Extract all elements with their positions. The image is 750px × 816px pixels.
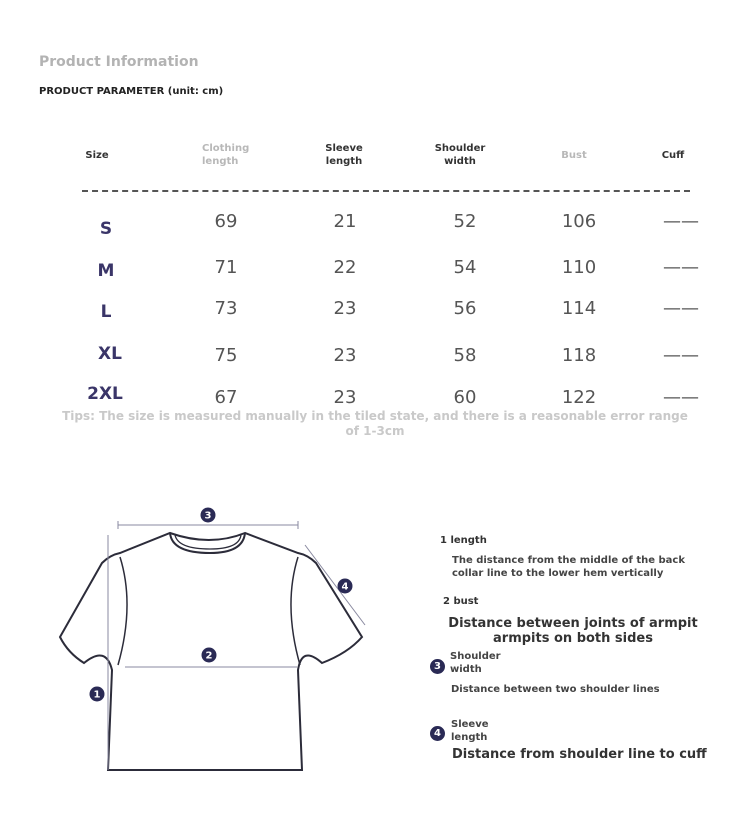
cell-shoulder-width: 56 (453, 298, 477, 319)
cell-cuff: —— (663, 257, 699, 278)
cell-bust: 118 (561, 345, 597, 366)
size-label: S (99, 219, 113, 239)
cell-cuff: —— (663, 211, 699, 232)
cell-shoulder-width: 58 (453, 345, 477, 366)
cell-bust: 110 (561, 257, 597, 278)
product-parameter-subtitle: PRODUCT PARAMETER (unit: cm) (39, 86, 224, 97)
size-label: M (97, 261, 115, 281)
marker-1-label: 1 (93, 689, 101, 701)
marker-3 (201, 508, 216, 523)
cell-bust: 106 (561, 211, 597, 232)
cell-bust: 114 (561, 298, 597, 319)
cell-sleeve-length: 22 (333, 257, 357, 278)
column-header-shoulder-width: Shoulder width (434, 143, 486, 167)
legend-item2-title: 2 bust (443, 596, 479, 607)
table-divider (82, 190, 690, 192)
column-header-bust: Bust (561, 150, 587, 161)
cell-clothing-length: 67 (214, 387, 238, 408)
cell-clothing-length: 69 (214, 211, 238, 232)
cell-bust: 122 (561, 387, 597, 408)
cell-cuff: —— (663, 298, 699, 319)
page-title: Product Information (39, 54, 199, 70)
cell-clothing-length: 73 (214, 298, 238, 319)
sleeve-length-guide (305, 545, 365, 625)
cell-sleeve-length: 23 (333, 345, 357, 366)
legend-item4-marker: 4 (430, 726, 445, 741)
marker-4-label: 4 (341, 581, 349, 593)
cell-cuff: —— (663, 387, 699, 408)
cell-shoulder-width: 60 (453, 387, 477, 408)
legend-item2-desc: Distance between joints of armpit armpits on both sides (448, 616, 698, 646)
cell-cuff: —— (663, 345, 699, 366)
legend-item4-title: Sleeve length (451, 719, 489, 743)
cell-clothing-length: 71 (214, 257, 238, 278)
cell-shoulder-width: 54 (453, 257, 477, 278)
legend-item3-desc: Distance between two shoulder lines (451, 684, 660, 695)
measurement-tips: Tips: The size is measured manually in the tiled state, and there is a reasonable error range of 1-3cm (62, 409, 688, 438)
cell-shoulder-width: 52 (453, 211, 477, 232)
marker-1 (90, 687, 105, 702)
legend-item4-desc: Distance from shoulder line to cuff (452, 747, 707, 762)
cell-clothing-length: 75 (214, 345, 238, 366)
tshirt-diagram (40, 495, 380, 785)
size-label: 2XL (87, 384, 123, 404)
marker-2-label: 2 (205, 650, 213, 662)
cell-sleeve-length: 23 (333, 298, 357, 319)
legend-item3-title: Shoulder width (450, 651, 501, 675)
cell-sleeve-length: 21 (333, 211, 357, 232)
marker-3-label: 3 (204, 510, 212, 522)
size-label: XL (98, 344, 122, 364)
marker-2 (202, 648, 217, 663)
legend-item1-desc: The distance from the middle of the back collar line to the lower hem vertically (452, 555, 686, 579)
legend-item3-marker: 3 (430, 659, 445, 674)
legend-item1-title: 1 length (440, 535, 487, 546)
marker-4 (338, 579, 353, 594)
column-header-size: Size (85, 150, 109, 161)
column-header-clothing-length: Clothing length (202, 143, 250, 167)
cell-sleeve-length: 23 (333, 387, 357, 408)
column-header-sleeve-length: Sleeve length (325, 143, 363, 167)
size-label: L (100, 302, 112, 322)
column-header-cuff: Cuff (661, 150, 685, 161)
